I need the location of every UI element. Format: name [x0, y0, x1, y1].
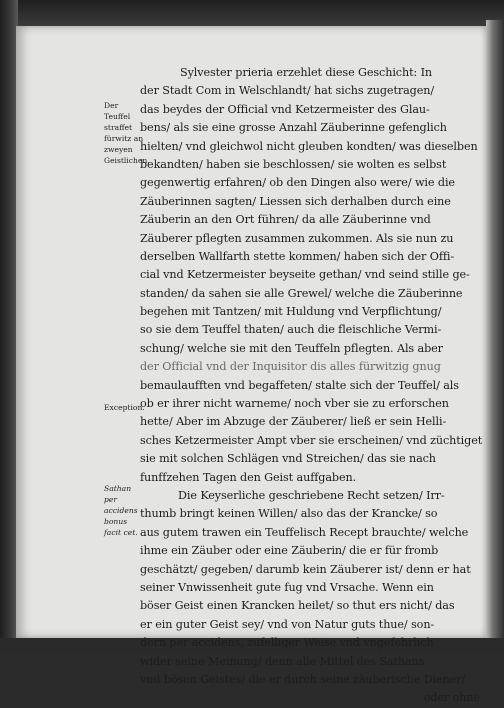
text-line: so sie dem Teuffel thaten/ auch die fleischliche Vermi- — [140, 323, 442, 337]
text-line: derselben Wallfarth stette kommen/ haben sich der Offi- — [140, 249, 455, 263]
text-line: der Stadt Com in Welschlandt/ hat sichs zugetragen/ — [140, 84, 435, 98]
page-edge — [486, 20, 504, 646]
scan-top-border — [0, 0, 504, 26]
text-line: begehen mit Tantzen/ mit Huldung vnd Verpflichtung/ — [140, 305, 442, 319]
catchword: oder ohne — [423, 691, 480, 705]
text-line: ob er ihrer nicht warneme/ noch vber sie zu erforschen — [140, 397, 449, 411]
text-line: sie mit solchen Schlägen vnd Streichen/ das sie nach — [140, 452, 436, 466]
text-line: funffzehen Tagen den Geist auffgaben. — [140, 470, 357, 484]
margin-note-teuffel: Der Teuffel straffet fürwitz an zweyen Geistlichen. — [104, 101, 150, 165]
text-line: der Official vnd der Inquisitor dis alles fürwitzig gnug — [140, 360, 441, 374]
text-line: aus gutem trawen ein Teuffelisch Recept brauchte/ welche — [140, 525, 469, 539]
text-line: sches Ketzermeister Ampt vber sie erscheinen/ vnd züchtiget — [140, 433, 483, 447]
text-line: Die Keyserliche geschriebene Recht setzen/ Irr- — [178, 488, 445, 502]
running-head: Sylvester prieria erzehlet diese Geschicht: In — [180, 66, 433, 79]
text-line: er ein guter Geist sey/ vnd von Natur guts thue/ son- — [140, 617, 435, 631]
text-line: Zäuberinnen sagten/ Liessen sich derhalben durch eine — [140, 194, 451, 208]
text-line: vnd bösen Geistes/ die er durch seine zäuberische Diener/ — [140, 672, 466, 686]
text-line: Zäuberer pflegten zusammen zukommen. Als sie nun zu — [140, 231, 454, 245]
text-line: cial vnd Ketzermeister beyseite gethan/ vnd seind stille ge- — [140, 268, 470, 282]
text-line: böser Geist einen Krancken heilet/ so thut ers nicht/ das — [140, 599, 455, 613]
text-line: das beydes der Official vnd Ketzermeister des Glau- — [140, 102, 430, 116]
text-line: geschätzt/ gegeben/ darumb kein Zäuberer ist/ denn er hat — [140, 562, 471, 576]
text-line: Zäuberin an den Ort führen/ da alle Zäuberinne vnd — [140, 213, 431, 227]
text-line: schung/ welche sie mit den Teuffeln pflegten. Als aber — [140, 341, 443, 355]
text-line: seiner Vnwissenheit gute fug vnd Vrsache. Wenn ein — [140, 580, 434, 594]
margin-note-sathan: Sathan per accidens bonus facit cet. — [104, 484, 138, 537]
text-line: dern per accidens, zufelliger Weise vnd vngefehrlich — [140, 636, 434, 650]
text-line: bemaulaufften vnd begaffeten/ stalte sich der Teuffel/ als — [140, 378, 459, 392]
text-line: gegenwertig erfahren/ ob den Dingen also were/ wie die — [140, 176, 455, 190]
margin-note-exception: Exception. — [104, 403, 145, 412]
text-line: hielten/ vnd gleichwol nicht gleuben kondten/ was dieselben — [140, 139, 478, 153]
text-line: hette/ Aber im Abzuge der Zäuberer/ ließ er sein Helli- — [140, 415, 447, 429]
text-line: bekandten/ haben sie beschlossen/ sie wolten es selbst — [140, 157, 447, 171]
text-line: thumb bringt keinen Willen/ also das der Krancke/ so — [140, 507, 438, 521]
text-line: ihme ein Zäuber oder eine Zäuberin/ die er für fromb — [140, 544, 439, 558]
text-line: wider seine Meinung/ denn alle Mittel des Sathans — [140, 654, 425, 668]
text-line: bens/ als sie eine grosse Anzahl Zäuberinne gefenglich — [140, 121, 447, 135]
page-body-text — [140, 64, 484, 708]
text-line: standen/ da sahen sie alle Grewel/ welche die Zäuberinne — [140, 286, 463, 300]
